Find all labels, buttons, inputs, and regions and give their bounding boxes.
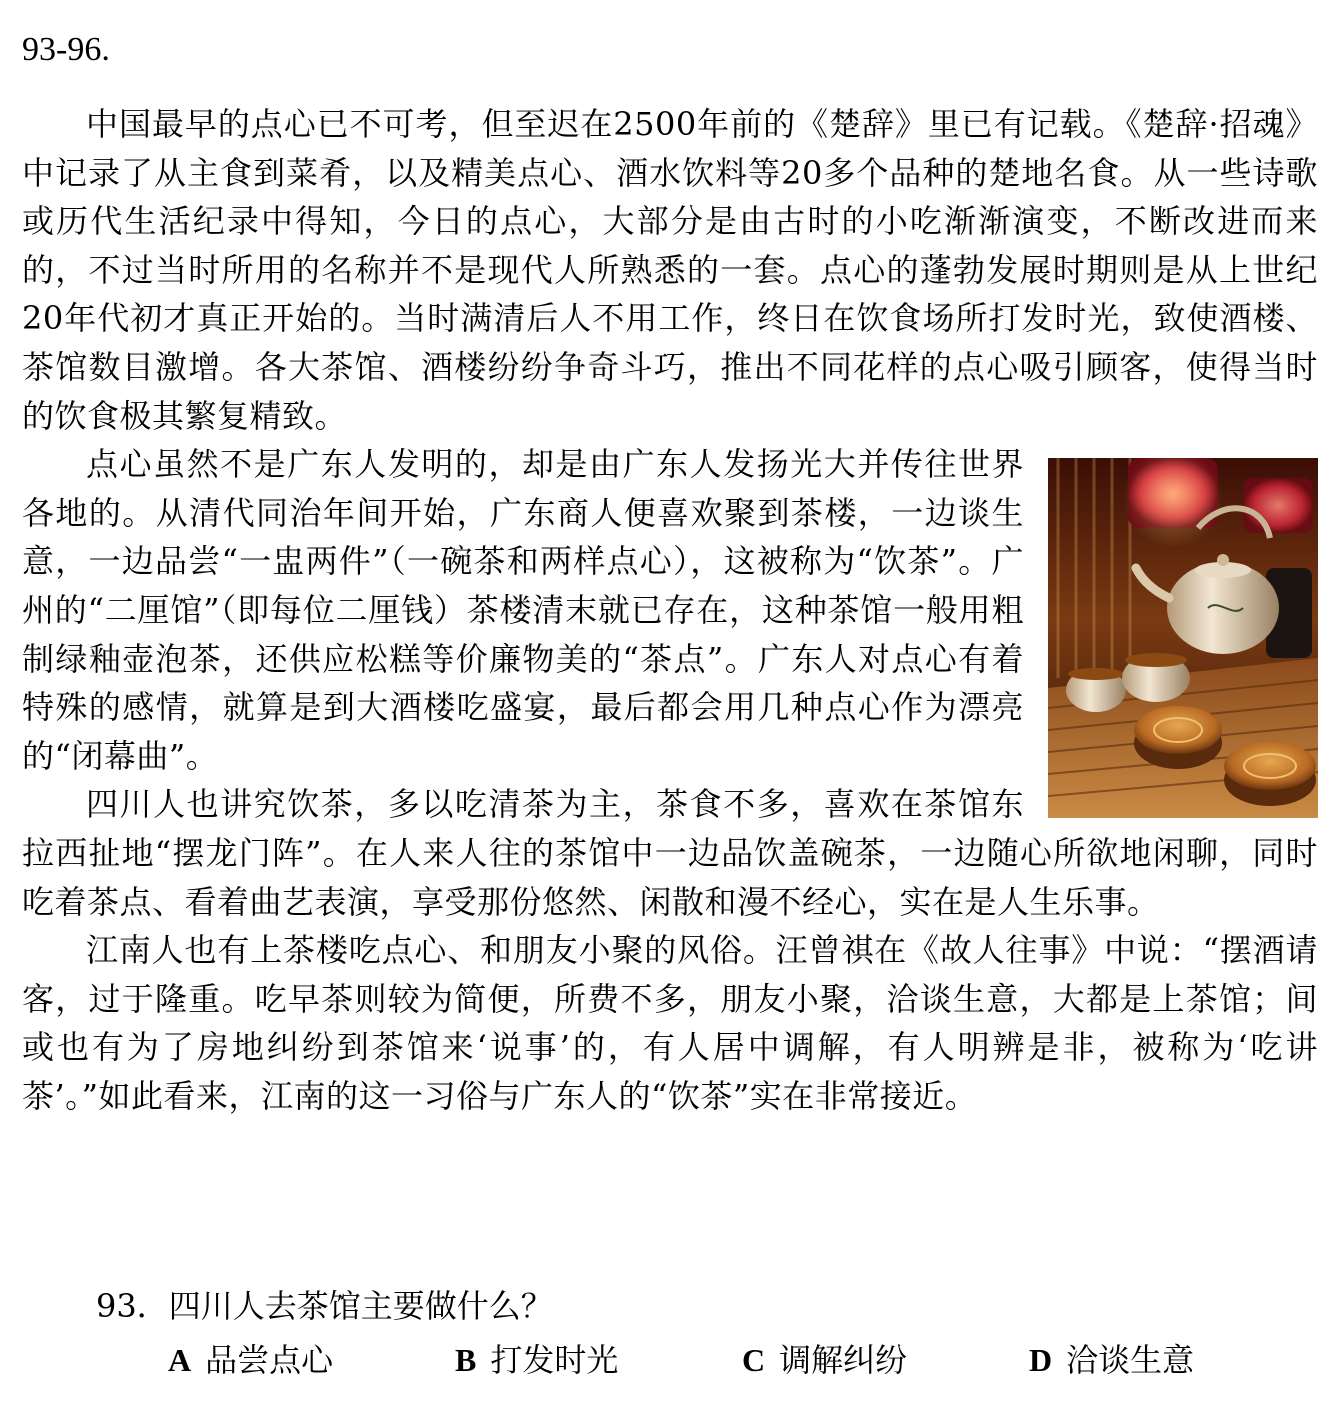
paragraph-3: 四川人也讲究饮茶，多以吃清茶为主，茶食不多，喜欢在茶馆东拉西扯地“摆龙门阵”。在人来人往的茶馆中一边品饮盖碗茶，一边随心所欲地闲聊，同时吃着茶点、看着曲艺表演，享受那份悠然、闲散和漫不经心，实在是人生乐事。 [22,785,1318,921]
option-letter: B [455,1342,477,1378]
paragraph-2: 点心虽然不是广东人发明的，却是由广东人发扬光大并传往世界各地的。从清代同治年间开始，广东商人便喜欢聚到茶楼，一边谈生意，一边品尝“一盅两件”（一碗茶和两样点心），这被称为“饮茶”。广州的“二厘馆”（即每位二厘钱）茶楼清末就已存在，这种茶馆一般用粗制绿釉壶泡茶，还供应松糕等价廉物美的“茶点”。广东人对点心有着特殊的感情，就算是到大酒楼吃盛宴，最后都会用几种点心作为漂亮的“闭幕曲”。 [22,445,1024,775]
question-93 [96,1284,1316,1382]
option-b[interactable] [455,1338,742,1382]
option-letter: D [1029,1342,1053,1378]
option-a[interactable] [168,1338,455,1382]
reading-passage [22,100,1318,1120]
paragraph-4: 江南人也有上茶楼吃点心、和朋友小聚的风俗。汪曾祺在《故人往事》中说：“摆酒请客，过于隆重。吃早茶则较为简便，所费不多，朋友小聚，洽谈生意，大都是上茶馆；间或也有为了房地纠纷到茶馆来‘说事’的，有人居中调解，有人明辨是非，被称为‘吃讲茶’。”如此看来，江南的这一习俗与广东人的“饮茶”实在非常接近。 [22,931,1318,1115]
answer-options [96,1338,1316,1382]
option-text: 打发时光 [490,1341,619,1379]
question-range-heading: 93-96. [22,31,110,68]
option-text: 洽谈生意 [1066,1341,1195,1379]
question-stem: 93．四川人去茶馆主要做什么？ [96,1287,553,1325]
option-c[interactable] [742,1338,1029,1382]
option-text: 调解纠纷 [779,1341,908,1379]
option-letter: A [168,1342,192,1378]
option-text: 品尝点心 [205,1341,334,1379]
option-letter: C [742,1342,766,1378]
paragraph-1: 中国最早的点心已不可考，但至迟在2500年前的《楚辞》里已有记载。《楚辞·招魂》中记录了从主食到菜肴，以及精美点心、酒水饮料等20多个品种的楚地名食。从一些诗歌或历代生活纪录中得知，今日的点心，大部分是由古时的小吃渐渐演变，不断改进而来的，不过当时所用的名称并不是现代人所熟悉的一套。点心的蓬勃发展时期则是从上世纪20年代初才真正开始的。当时满清后人不用工作，终日在饮食场所打发时光，致使酒楼、茶馆数目激增。各大茶馆、酒楼纷纷争奇斗巧，推出不同花样的点心吸引顾客，使得当时的饮食极其繁复精致。 [22,105,1318,435]
option-d[interactable] [1029,1338,1316,1382]
tea-and-mooncakes-photo [1048,458,1318,818]
